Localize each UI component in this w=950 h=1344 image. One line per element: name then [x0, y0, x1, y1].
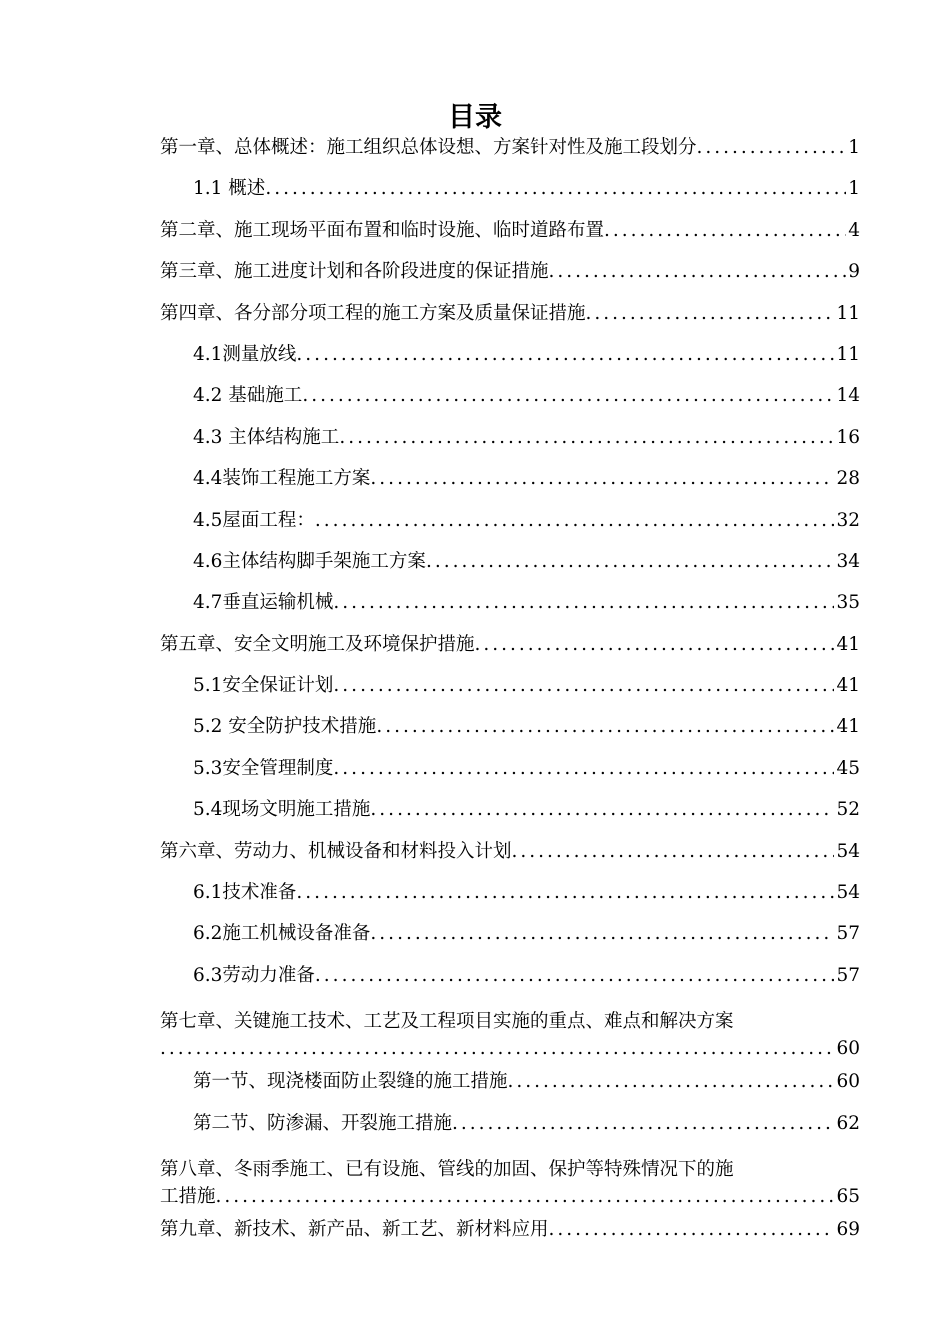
toc-entry-text: 第一节、现浇楼面防止裂缝的施工措施	[193, 1071, 508, 1093]
toc-leader	[216, 1183, 835, 1210]
toc-entry-page: 1	[848, 178, 860, 200]
toc-entry-page: 35	[836, 592, 860, 614]
toc-entry[interactable]	[160, 417, 860, 458]
toc-entry-page: 45	[836, 757, 860, 779]
toc-leader	[160, 1035, 834, 1062]
toc-leader	[370, 458, 834, 499]
toc-leader	[315, 500, 835, 541]
toc-entry-page: 11	[836, 343, 860, 365]
toc-leader	[333, 748, 834, 789]
toc-title: 目录	[448, 102, 502, 133]
toc-leader	[302, 375, 834, 416]
toc-entry-text: 4.2 基础施工	[193, 385, 303, 407]
toc-entry[interactable]	[160, 1144, 860, 1209]
toc-entry[interactable]	[160, 168, 860, 209]
toc-leader	[604, 210, 846, 251]
toc-entry-text: 第五章、安全文明施工及环境保护措施	[160, 633, 475, 655]
toc-leader	[376, 706, 834, 747]
toc-leader	[333, 582, 834, 623]
toc-entry-page: 52	[836, 799, 860, 821]
toc-leader	[697, 127, 847, 168]
toc-entry-page: 57	[836, 923, 860, 945]
toc-entry[interactable]	[160, 127, 860, 168]
toc-entry-page: 60	[836, 1071, 860, 1093]
toc-leader	[370, 913, 834, 954]
toc-leader	[296, 872, 834, 913]
toc-entry-page: 11	[836, 302, 860, 324]
toc-entry-text: 4.7垂直运输机械	[193, 592, 334, 614]
toc-entry[interactable]	[160, 872, 860, 913]
toc-entry-text: 第八章、冬雨季施工、已有设施、管线的加固、保护等特殊情况下的施	[160, 1158, 734, 1180]
toc-entry-text: 第二章、施工现场平面布置和临时设施、临时道路布置	[160, 219, 605, 241]
toc-entry[interactable]	[160, 210, 860, 251]
toc-entry-text: 6.2施工机械设备准备	[193, 923, 371, 945]
toc-leader	[549, 251, 847, 292]
toc-entry-text: 第三章、施工进度计划和各阶段进度的保证措施	[160, 261, 549, 283]
toc-leader	[426, 541, 835, 582]
toc-leader	[549, 1209, 835, 1250]
toc-entry-text: 第九章、新技术、新产品、新工艺、新材料应用	[160, 1218, 549, 1240]
toc-entry[interactable]	[160, 541, 860, 582]
toc-leader	[339, 417, 834, 458]
toc-entry-page: 41	[836, 633, 860, 655]
toc-entry[interactable]	[160, 665, 860, 706]
toc-entry-text: 5.3安全管理制度	[193, 757, 334, 779]
toc-entry-text: 4.4装饰工程施工方案	[193, 468, 371, 490]
toc-entry-text: 6.3劳动力准备	[193, 964, 315, 986]
toc-entry-page: 28	[836, 468, 860, 490]
toc-leader	[265, 168, 846, 209]
toc-entry[interactable]	[160, 582, 860, 623]
toc-entry-text: 4.1测量放线	[193, 343, 297, 365]
toc-leader	[452, 1103, 834, 1144]
toc-entry-page: 9	[848, 261, 860, 283]
toc-entry[interactable]	[160, 500, 860, 541]
toc-entry-page: 62	[836, 1112, 860, 1134]
toc-entry-text: 第六章、劳动力、机械设备和材料投入计划	[160, 840, 512, 862]
toc-entry[interactable]	[160, 1209, 860, 1250]
toc-entry[interactable]	[160, 913, 860, 954]
toc-entry-page: 57	[836, 964, 860, 986]
toc-entry-page: 54	[836, 840, 860, 862]
toc-entry[interactable]	[160, 1061, 860, 1102]
toc-entry-page: 60	[836, 1038, 860, 1060]
toc-entry-text: 第二节、防渗漏、开裂施工措施	[193, 1112, 453, 1134]
toc-leader	[512, 831, 835, 872]
toc-entry-text: 5.4现场文明施工措施	[193, 799, 371, 821]
toc-entry-text: 4.6主体结构脚手架施工方案	[193, 550, 426, 572]
toc-entry-text: 4.5屋面工程：	[193, 509, 315, 531]
toc-entry-page: 41	[836, 675, 860, 697]
toc-leader	[508, 1061, 835, 1102]
toc-entry-page: 69	[836, 1218, 860, 1240]
toc-entry-text: 第四章、各分部分项工程的施工方案及质量保证措施	[160, 302, 586, 324]
toc-entry-text: 6.1技术准备	[193, 882, 297, 904]
toc-entry-page: 34	[836, 550, 860, 572]
toc-entry-text: 4.3 主体结构施工	[193, 426, 340, 448]
toc-leader	[333, 665, 834, 706]
toc-entry[interactable]	[160, 251, 860, 292]
toc-entry[interactable]	[160, 334, 860, 375]
toc-entry-page: 65	[836, 1185, 860, 1207]
toc-entry[interactable]	[160, 624, 860, 665]
toc-entry[interactable]	[160, 955, 860, 996]
toc-entry[interactable]	[160, 789, 860, 830]
toc-entry-text: 1.1 概述	[193, 178, 266, 200]
toc-entry[interactable]	[160, 293, 860, 334]
toc-entry-page: 1	[848, 137, 860, 158]
toc-entry-text: 5.1安全保证计划	[193, 675, 334, 697]
toc-entry[interactable]	[160, 831, 860, 872]
toc-entry-text: 第一章、总体概述：施工组织总体设想、方案针对性及施工段划分	[160, 137, 697, 158]
toc-entry-page: 16	[836, 426, 860, 448]
toc-entry[interactable]	[160, 706, 860, 747]
toc-entry-page: 14	[836, 385, 860, 407]
toc-entry-page: 32	[836, 509, 860, 531]
toc-entry-page: 54	[836, 882, 860, 904]
toc-entry[interactable]	[160, 375, 860, 416]
toc-entry[interactable]	[160, 1103, 860, 1144]
toc-entry-text-continued: 工措施	[160, 1185, 216, 1207]
toc-entry[interactable]	[160, 996, 860, 1061]
toc-entry-text: 第七章、关键施工技术、工艺及工程项目实施的重点、难点和解决方案	[160, 1011, 734, 1033]
toc-leader	[315, 955, 835, 996]
toc-leader	[296, 334, 834, 375]
toc-leader	[475, 624, 835, 665]
toc-entry-text: 5.2 安全防护技术措施	[193, 716, 377, 738]
toc-leader	[586, 293, 835, 334]
toc-leader	[370, 789, 834, 830]
toc-entry[interactable]	[160, 458, 860, 499]
toc-entry-page: 4	[848, 219, 860, 241]
toc-entry-page: 41	[836, 716, 860, 738]
table-of-contents	[160, 127, 860, 1250]
toc-entry[interactable]	[160, 748, 860, 789]
